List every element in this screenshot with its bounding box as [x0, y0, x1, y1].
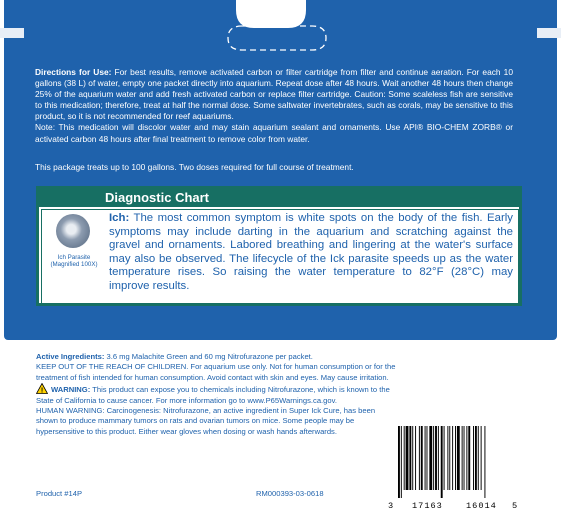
- active-label: Active Ingredients:: [36, 352, 105, 361]
- barcode-bar: [409, 426, 411, 490]
- active-text: 3.6 mg Malachite Green and 60 mg Nitrofurazone per packet.: [106, 352, 313, 361]
- barcode: [396, 426, 518, 498]
- parasite-caption: Ich Parasite (Magnified 100X): [50, 254, 98, 268]
- ich-body: The most common symptom is white spots on the body of the fish. Early symptoms may include darting in the aquarium and scratching against the gravel and ornaments. Labored breathing and lingering at the water's surface may also be observed. The lifecycle of the Ick parasite speeds up as the water temperature rises. So raising the water temperature to 82°F (28°C) may improve results.: [109, 212, 513, 292]
- treats-line: This package treats up to 100 gallons. Two doses required for full course of treatment.: [35, 162, 354, 172]
- barcode-bar: [421, 426, 423, 490]
- ich-label: Ich:: [109, 212, 130, 224]
- diagnostic-content: [41, 209, 519, 304]
- ich-parasite-image: [56, 214, 90, 248]
- barcode-bar: [429, 426, 432, 490]
- barcode-bar: [425, 426, 426, 490]
- barcode-bar: [464, 426, 465, 490]
- barcode-bar: [435, 426, 437, 490]
- diagnostic-title: Diagnostic Chart: [105, 190, 210, 205]
- barcode-group-1: 17163: [412, 501, 443, 511]
- ich-description: [109, 212, 513, 294]
- left-edge-tab: [0, 28, 24, 38]
- keep-out-text: KEEP OUT OF THE REACH OF CHILDREN. For aquarium use only. Not for human consumption or for the treatment of fish intended for human consumption. Avoid contact with skin and eyes. May cause irritation.: [36, 362, 396, 382]
- barcode-bar: [406, 426, 409, 490]
- rm-number: RM000393-03-0618: [256, 489, 324, 498]
- directions-heading: Directions for Use:: [35, 67, 112, 77]
- barcode-bar: [466, 426, 467, 490]
- human-warning-text: HUMAN WARNING: Carcinogenesis: Nitrofurazone, an active ingredient in Super Ick Cure, has been shown to produce mammary tumors on rats and ovarian tumors on mice. Some people may be hypersensitive to this product. Either wear gloves when dosing or wash hands afterwards.: [36, 406, 376, 436]
- svg-text:!: !: [40, 387, 44, 395]
- directions-text: For best results, remove activated carbon or filter cartridge from filter and continue aeration. For each 10 gallons (38 L) of water, empty one packet directly into aquarium. Repeat dose after 48 hours. Wait another 48 hours then change 25% of the aquarium water and add fresh activated carbon or replace filter cartridge. Caution: Some scaleless fish are sensitive to this medication; therefore, treat at half the normal dose. Some saltwater invertebrates, such as corals, may be sensitive to this product, so it is not recommended for reef aquariums.: [35, 67, 513, 122]
- barcode-bar: [404, 426, 405, 490]
- barcode-bar: [473, 426, 474, 490]
- barcode-bar: [415, 426, 416, 490]
- barcode-bar: [419, 426, 420, 490]
- barcode-bar: [444, 426, 445, 490]
- barcode-bar: [441, 426, 443, 498]
- product-number: Product #14P: [36, 489, 83, 498]
- right-edge-tab: [537, 28, 561, 38]
- barcode-bar: [455, 426, 456, 490]
- warning-icon: [36, 383, 48, 394]
- barcode-bar: [401, 426, 402, 498]
- hang-slot-outline: [222, 18, 332, 58]
- barcode-bar: [433, 426, 434, 490]
- barcode-bar: [457, 426, 460, 490]
- barcode-bar: [447, 426, 448, 490]
- barcode-bar: [475, 426, 477, 490]
- barcode-bar: [427, 426, 428, 490]
- barcode-bar: [468, 426, 470, 490]
- barcode-digit-right: 5: [512, 501, 518, 511]
- barcode-digit-left: 3: [388, 501, 394, 511]
- barcode-bar: [462, 426, 463, 490]
- directions-note: Note: This medication will discolor water and may stain aquarium sealant and ornaments. Use API® BIO-CHEM ZORB® or activated carbon 48 hours after final treatment to remove color from water.: [35, 122, 513, 144]
- lower-info: [36, 352, 396, 437]
- diagnostic-header: [39, 189, 519, 207]
- warning-label: WARNING:: [51, 385, 91, 395]
- barcode-bar: [412, 426, 413, 490]
- barcode-group-2: 16014: [466, 501, 497, 511]
- warning-text: This product can expose you to chemicals including Nitrofurazone, which is known to the State of California to cause cancer. For more information go to www.P65Warnings.ca.gov.: [36, 385, 390, 405]
- barcode-bar: [449, 426, 450, 490]
- directions-block: [35, 67, 513, 145]
- barcode-bar: [438, 426, 439, 490]
- diagnostic-chart: [36, 186, 522, 306]
- barcode-bar: [484, 426, 485, 498]
- barcode-bar: [452, 426, 453, 490]
- barcode-bar: [478, 426, 479, 490]
- barcode-bar: [481, 426, 482, 490]
- barcode-bar: [398, 426, 400, 498]
